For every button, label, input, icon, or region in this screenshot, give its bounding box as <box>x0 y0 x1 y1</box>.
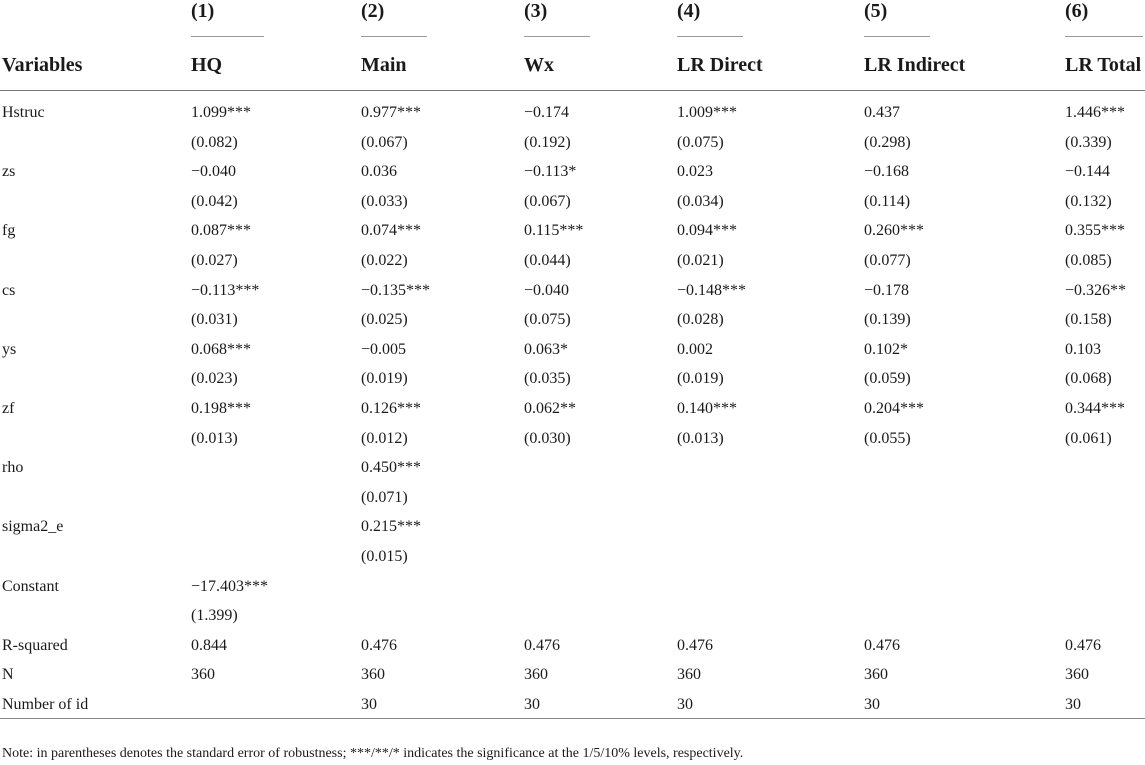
value-cell: 0.476 <box>524 636 560 654</box>
value-cell: 0.204*** <box>864 399 924 417</box>
value-cell: (0.012) <box>361 429 408 447</box>
value-cell: 360 <box>361 666 385 684</box>
header-cell: Wx <box>524 54 554 76</box>
table-row <box>0 156 1145 186</box>
value-cell: 0.103 <box>1065 340 1101 358</box>
value-cell: (0.067) <box>524 192 571 210</box>
table-note: Note: in parentheses denotes the standard error of robustness; ***/**/* indicates the significance at the 1/5/10% levels, respectively. <box>2 746 744 761</box>
value-cell: (0.114) <box>864 192 911 210</box>
value-cell: (0.075) <box>677 133 724 151</box>
value-cell: 0.002 <box>677 340 713 358</box>
value-cell: (0.025) <box>361 311 408 329</box>
header-cell-variables: Variables <box>2 54 83 76</box>
value-cell: 0.126*** <box>361 399 421 417</box>
table-row <box>0 363 1145 393</box>
value-cell: 0.063* <box>524 340 568 358</box>
value-cell: 0.198*** <box>191 399 251 417</box>
column-number-underline <box>864 36 930 37</box>
header-row <box>0 38 1145 90</box>
value-cell: 30 <box>864 695 880 713</box>
value-cell: (0.067) <box>361 133 408 151</box>
value-cell: 0.036 <box>361 163 397 181</box>
value-cell: (0.077) <box>864 251 911 269</box>
value-cell: 0.087*** <box>191 222 251 240</box>
value-cell: −0.113*** <box>191 281 260 299</box>
column-number: (2) <box>361 0 385 22</box>
value-cell: −0.113* <box>524 163 577 181</box>
value-cell: (0.028) <box>677 311 724 329</box>
column-number-underline <box>1065 36 1143 37</box>
value-cell: 0.355*** <box>1065 222 1125 240</box>
value-cell: 0.215*** <box>361 518 421 536</box>
value-cell: −0.144 <box>1065 163 1111 181</box>
column-number: (6) <box>1065 0 1089 22</box>
value-cell: 1.099*** <box>191 104 251 121</box>
header-cell: LR Total <box>1065 54 1142 76</box>
variable-name-cell: fg <box>2 222 16 240</box>
value-cell: (0.033) <box>361 192 408 210</box>
variable-name-cell: sigma2_e <box>2 518 64 536</box>
value-cell: (0.044) <box>524 251 571 269</box>
value-cell: 360 <box>864 666 888 684</box>
value-cell: −0.148*** <box>677 281 747 299</box>
value-cell: 30 <box>361 695 377 713</box>
value-cell: (0.035) <box>524 370 571 388</box>
table-body <box>0 91 1145 718</box>
value-cell: (0.139) <box>864 311 911 329</box>
value-cell: (0.068) <box>1065 370 1112 388</box>
value-cell: −0.040 <box>191 163 237 181</box>
value-cell: 360 <box>191 666 215 684</box>
table-row <box>0 215 1145 245</box>
value-cell: (0.013) <box>191 429 238 447</box>
value-cell: 0.977*** <box>361 104 421 121</box>
table-row <box>0 600 1145 630</box>
table-row <box>0 423 1145 453</box>
value-cell: 0.844 <box>191 636 227 654</box>
table-row <box>0 186 1145 216</box>
value-cell: 30 <box>677 695 693 713</box>
value-cell: 0.094*** <box>677 222 737 240</box>
value-cell: (0.061) <box>1065 429 1112 447</box>
variable-name-cell: R-squared <box>2 636 68 654</box>
variable-name-cell: zs <box>2 163 16 181</box>
value-cell: (1.399) <box>191 607 238 625</box>
value-cell: (0.082) <box>191 133 238 151</box>
column-number: (4) <box>677 0 701 22</box>
table-row <box>0 97 1145 127</box>
value-cell: 0.476 <box>1065 636 1101 654</box>
value-cell: 360 <box>1065 666 1089 684</box>
value-cell: (0.158) <box>1065 311 1112 329</box>
value-cell: −0.168 <box>864 163 910 181</box>
header-cell: LR Indirect <box>864 54 966 76</box>
value-cell: (0.019) <box>361 370 408 388</box>
table-row <box>0 245 1145 275</box>
value-cell: 30 <box>524 695 540 713</box>
value-cell: 0.068*** <box>191 340 251 358</box>
value-cell: 0.344*** <box>1065 399 1125 417</box>
variable-name-cell: Constant <box>2 577 59 595</box>
header-cell: HQ <box>191 54 223 76</box>
value-cell: −0.326** <box>1065 281 1127 299</box>
table-row <box>0 571 1145 601</box>
value-cell: (0.031) <box>191 311 238 329</box>
value-cell: 0.102* <box>864 340 908 358</box>
table-row <box>0 127 1145 157</box>
value-cell: −0.040 <box>524 281 570 299</box>
column-number-underline <box>677 36 743 37</box>
value-cell: (0.019) <box>677 370 724 388</box>
variable-name-cell: ys <box>2 340 17 358</box>
value-cell: 360 <box>524 666 548 684</box>
value-cell: (0.071) <box>361 488 408 506</box>
value-cell: 0.476 <box>361 636 397 654</box>
column-number-underline <box>191 36 264 37</box>
value-cell: −0.135*** <box>361 281 431 299</box>
value-cell: (0.021) <box>677 251 724 269</box>
variable-name-cell: Number of id <box>2 695 89 713</box>
table-row <box>0 334 1145 364</box>
value-cell: 360 <box>677 666 701 684</box>
bottom-rule <box>0 718 1145 719</box>
table-row <box>0 393 1145 423</box>
variable-name-cell: Hstruc <box>2 104 45 121</box>
value-cell: 0.437 <box>864 104 900 121</box>
column-number-underline <box>524 36 590 37</box>
table-row <box>0 275 1145 305</box>
value-cell: (0.059) <box>864 370 911 388</box>
table-row <box>0 659 1145 689</box>
column-number-underline <box>361 36 427 37</box>
value-cell: (0.085) <box>1065 251 1112 269</box>
value-cell: (0.075) <box>524 311 571 329</box>
value-cell: 0.476 <box>864 636 900 654</box>
variable-name-cell: cs <box>2 281 16 299</box>
table-row <box>0 482 1145 512</box>
value-cell: −17.403*** <box>191 577 269 595</box>
value-cell: −0.174 <box>524 104 570 121</box>
column-number: (3) <box>524 0 548 22</box>
table-row <box>0 452 1145 482</box>
value-cell: 0.074*** <box>361 222 421 240</box>
value-cell: (0.022) <box>361 251 408 269</box>
column-number-row <box>0 0 1145 38</box>
value-cell: (0.023) <box>191 370 238 388</box>
value-cell: 30 <box>1065 695 1081 713</box>
table-row <box>0 630 1145 660</box>
column-number: (1) <box>191 0 215 22</box>
table-row <box>0 304 1145 334</box>
value-cell: (0.042) <box>191 192 238 210</box>
value-cell: (0.298) <box>864 133 911 151</box>
value-cell: 1.446*** <box>1065 104 1125 121</box>
value-cell: −0.178 <box>864 281 910 299</box>
value-cell: −0.005 <box>361 340 407 358</box>
value-cell: (0.030) <box>524 429 571 447</box>
table-row <box>0 541 1145 571</box>
value-cell: (0.034) <box>677 192 724 210</box>
value-cell: 0.062** <box>524 399 576 417</box>
value-cell: (0.192) <box>524 133 571 151</box>
table-row <box>0 511 1145 541</box>
value-cell: 0.140*** <box>677 399 737 417</box>
value-cell: (0.132) <box>1065 192 1112 210</box>
value-cell: (0.339) <box>1065 133 1112 151</box>
variable-name-cell: N <box>2 666 14 684</box>
value-cell: 0.476 <box>677 636 713 654</box>
header-cell: LR Direct <box>677 54 763 76</box>
variable-name-cell: zf <box>2 399 15 417</box>
column-number: (5) <box>864 0 888 22</box>
value-cell: (0.015) <box>361 547 408 565</box>
header-cell: Main <box>361 54 407 76</box>
value-cell: 1.009*** <box>677 104 737 121</box>
value-cell: 0.115*** <box>524 222 584 240</box>
value-cell: (0.027) <box>191 251 238 269</box>
value-cell: 0.450*** <box>361 459 421 477</box>
value-cell: 0.023 <box>677 163 713 181</box>
value-cell: (0.013) <box>677 429 724 447</box>
value-cell: 0.260*** <box>864 222 924 240</box>
table-row <box>0 689 1145 719</box>
value-cell: (0.055) <box>864 429 911 447</box>
variable-name-cell: rho <box>2 459 24 477</box>
